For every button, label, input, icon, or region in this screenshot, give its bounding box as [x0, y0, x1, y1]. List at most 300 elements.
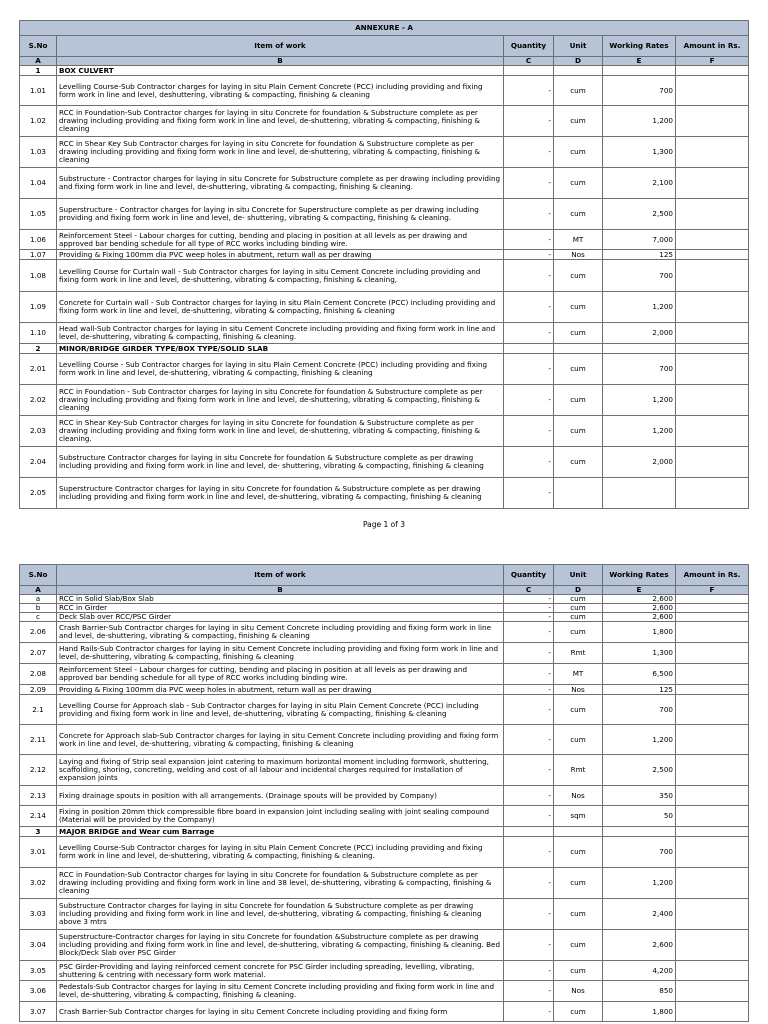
rate-cell: 125 — [603, 250, 676, 260]
sno-cell: 1.03 — [20, 137, 57, 168]
item-text: RCC in Shear Key Sub Contractor charges for laying in situ Concrete for foundation & Substructure complete as per drawing including providing and fixing form work in line and level, de-shuttering, vibrating & compacting, finishing & cleaning — [59, 140, 481, 164]
sno-cell: 3.05 — [20, 961, 57, 981]
qty-cell — [504, 827, 554, 837]
amount-cell — [676, 643, 749, 664]
column-letter-c: C — [504, 586, 554, 595]
qty-cell: - — [504, 230, 554, 250]
unit-cell: cum — [554, 961, 603, 981]
item-text: RCC in Foundation-Sub Contractor charges for laying in situ Concrete for foundation & Substructure complete as per drawing including providing and fixing form work in line and 38 level, de-shuttering, vibrating & compacting, finishing & cleaning — [59, 871, 492, 895]
sno-cell: 1.07 — [20, 250, 57, 260]
table-row — [20, 1002, 749, 1022]
item-cell — [57, 137, 504, 168]
rate-cell: 2,500 — [603, 199, 676, 230]
qty-cell — [504, 66, 554, 76]
item-cell — [57, 868, 504, 899]
item-text: PSC Girder-Providing and laying reinforced cement concrete for PSC Girder including spreading, levelling, vibrating, shuttering & centring with necessary form work material. — [59, 962, 475, 979]
qty-cell: - — [504, 354, 554, 385]
item-cell — [57, 260, 504, 292]
column-letter-f: F — [676, 57, 749, 66]
table-row — [20, 755, 749, 786]
qty-cell: - — [504, 595, 554, 604]
qty-cell: - — [504, 478, 554, 509]
table-row — [20, 604, 749, 613]
item-cell — [57, 786, 504, 806]
item-text: RCC in Foundation-Sub Contractor charges for laying in situ Concrete for foundation & Substructure complete as per drawing including providing and fixing form work in line and level, de-shuttering, vibrating & compacting, finishing & cleaning — [59, 109, 481, 133]
qty-cell: - — [504, 604, 554, 613]
sno-cell: 1.04 — [20, 168, 57, 199]
header-sno: S.No — [20, 565, 57, 586]
rate-cell: 1,300 — [603, 643, 676, 664]
qty-cell: - — [504, 755, 554, 786]
rate-cell: 125 — [603, 685, 676, 695]
table-row — [20, 899, 749, 930]
item-text: Providing & Fixing 100mm dia PVC weep holes in abutment, return wall as per drawing — [59, 250, 372, 259]
unit-cell: cum — [554, 260, 603, 292]
amount-cell — [676, 66, 749, 76]
sno-cell: 2.03 — [20, 416, 57, 447]
qty-cell: - — [504, 786, 554, 806]
rate-cell: 1,300 — [603, 137, 676, 168]
annexure-table-page-2 — [19, 564, 749, 1022]
table-row — [20, 595, 749, 604]
item-cell — [57, 250, 504, 260]
rate-cell: 1,200 — [603, 106, 676, 137]
table-row — [20, 137, 749, 168]
column-letter-d: D — [554, 57, 603, 66]
qty-cell: - — [504, 664, 554, 685]
item-cell — [57, 595, 504, 604]
item-cell — [57, 76, 504, 106]
sno-cell: 3.01 — [20, 837, 57, 868]
header-amount: Amount in Rs. — [676, 565, 749, 586]
amount-cell — [676, 323, 749, 344]
unit-cell: cum — [554, 725, 603, 755]
amount-cell — [676, 622, 749, 643]
item-text: Levelling Course for Approach slab - Sub Contractor charges for laying in situ Plain Cement Concrete (PCC) including providing and fixing form work in line and level, de-shuttering, vibrating & compacting, finishing & cleaning — [59, 701, 479, 718]
table-row — [20, 416, 749, 447]
qty-cell: - — [504, 868, 554, 899]
rate-cell: 50 — [603, 806, 676, 827]
item-text: Superstructure - Contractor charges for laying in situ Concrete for Superstructure complete as per drawing including providing and fixing form work in line and level, de- shuttering, vibrating & compacting, finishing & cleaning. — [59, 206, 479, 222]
section-number: 2 — [20, 344, 57, 354]
unit-cell: cum — [554, 354, 603, 385]
item-cell — [57, 981, 504, 1002]
amount-cell — [676, 930, 749, 961]
unit-cell: cum — [554, 76, 603, 106]
qty-cell: - — [504, 260, 554, 292]
qty-cell: - — [504, 643, 554, 664]
unit-cell: MT — [554, 230, 603, 250]
unit-cell: cum — [554, 622, 603, 643]
table-row — [20, 643, 749, 664]
unit-cell: cum — [554, 837, 603, 868]
item-text: Deck Slab over RCC/PSC Girder — [59, 613, 172, 621]
qty-cell: - — [504, 685, 554, 695]
qty-cell: - — [504, 137, 554, 168]
qty-cell: - — [504, 961, 554, 981]
item-cell — [57, 323, 504, 344]
rate-cell: 7,000 — [603, 230, 676, 250]
unit-cell: cum — [554, 199, 603, 230]
sno-cell: 1.09 — [20, 292, 57, 323]
rate-cell: 2,600 — [603, 595, 676, 604]
unit-cell: Nos — [554, 981, 603, 1002]
section-row — [20, 66, 749, 76]
amount-cell — [676, 868, 749, 899]
section-number: 1 — [20, 66, 57, 76]
column-letter-b: B — [57, 586, 504, 595]
amount-cell — [676, 685, 749, 695]
item-cell — [57, 755, 504, 786]
sno-cell: a — [20, 595, 57, 604]
item-text: Crash Barrier-Sub Contractor charges for laying in situ Cement Concrete including providing and fixing form — [59, 1007, 448, 1016]
unit-cell: cum — [554, 323, 603, 344]
item-text: Substructure Contractor charges for laying in situ Concrete for foundation & Substructure complete as per drawing including providing and fixing form work in line and level, de-shuttering, vibrating & compacting, finishing & cleaning above 3 mtrs — [59, 902, 482, 926]
sno-cell: 1.02 — [20, 106, 57, 137]
item-text: Concrete for Approach slab-Sub Contractor charges for laying in situ Cement Concrete including providing and fixing form work in line and level, de-shuttering, vibrating & compacting, finishing & cleaning — [59, 731, 499, 748]
rate-cell: 2,400 — [603, 899, 676, 930]
unit-cell: cum — [554, 292, 603, 323]
sno-cell: 2.02 — [20, 385, 57, 416]
rate-cell: 1,200 — [603, 292, 676, 323]
item-cell — [57, 695, 504, 725]
table-row — [20, 961, 749, 981]
table-row — [20, 806, 749, 827]
table-row — [20, 260, 749, 292]
qty-cell: - — [504, 250, 554, 260]
sno-cell: 2.07 — [20, 643, 57, 664]
rate-cell: 2,000 — [603, 323, 676, 344]
item-text: Reinforcement Steel - Labour charges for cutting, bending and placing in position at all levels as per drawing and approved bar bending schedule for all type of RCC works including binding wire. — [59, 666, 468, 682]
unit-cell: cum — [554, 899, 603, 930]
qty-cell: - — [504, 292, 554, 323]
unit-cell: Rmt — [554, 755, 603, 786]
rate-cell: 1,200 — [603, 725, 676, 755]
amount-cell — [676, 613, 749, 622]
column-letter-e: E — [603, 586, 676, 595]
unit-cell: cum — [554, 595, 603, 604]
table-row — [20, 199, 749, 230]
item-cell — [57, 292, 504, 323]
item-text: Hand Rails-Sub Contractor charges for laying in situ Cement Concrete including providing and fixing form work in line and level, de-shuttering, vibrating & compacting, finishing & cleaning — [59, 645, 499, 661]
item-cell — [57, 837, 504, 868]
table-row — [20, 685, 749, 695]
sno-cell: 2.01 — [20, 354, 57, 385]
rate-cell: 2,500 — [603, 755, 676, 786]
amount-cell — [676, 137, 749, 168]
qty-cell: - — [504, 930, 554, 961]
column-letter-a: A — [20, 57, 57, 66]
item-cell — [57, 961, 504, 981]
header-quantity: Quantity — [504, 36, 554, 57]
unit-cell: cum — [554, 168, 603, 199]
sno-cell: 2.11 — [20, 725, 57, 755]
unit-cell: cum — [554, 106, 603, 137]
section-number: 3 — [20, 827, 57, 837]
unit-cell: cum — [554, 613, 603, 622]
item-cell — [57, 806, 504, 827]
sno-cell: 2.12 — [20, 755, 57, 786]
item-cell — [57, 899, 504, 930]
rate-cell — [603, 478, 676, 509]
amount-cell — [676, 695, 749, 725]
amount-cell — [676, 250, 749, 260]
sno-cell: 3.06 — [20, 981, 57, 1002]
item-text: Levelling Course-Sub Contractor charges for laying in situ Plain Cement Concrete (PCC) including providing and fixing form work in line and level, deshuttering, vibrating & compacting, finishing & cleaning — [59, 82, 483, 99]
amount-cell — [676, 354, 749, 385]
amount-cell — [676, 344, 749, 354]
item-cell — [57, 604, 504, 613]
item-text: Pedestals-Sub Contractor charges for laying in situ Cement Concrete including providing and fixing form work in line and level, de-shuttering, vibrating & compacting, finishing & cleaning. — [59, 983, 495, 999]
qty-cell: - — [504, 613, 554, 622]
header-working-rates: Working Rates — [603, 565, 676, 586]
rate-cell: 700 — [603, 695, 676, 725]
table-row — [20, 981, 749, 1002]
sno-cell: b — [20, 604, 57, 613]
qty-cell: - — [504, 837, 554, 868]
table-row — [20, 868, 749, 899]
item-text: RCC in Shear Key-Sub Contractor charges for laying in situ Concrete for foundation & Substructure complete as per drawing including providing and fixing form work in line and level, de-shuttering, vibrating & compacting, finishing & cleaning. — [59, 419, 481, 443]
rate-cell: 1,800 — [603, 622, 676, 643]
sno-cell: 2.09 — [20, 685, 57, 695]
unit-cell: sqm — [554, 806, 603, 827]
item-cell — [57, 725, 504, 755]
item-text: Levelling Course for Curtain wall - Sub Contractor charges for laying in situ Cement Concrete including providing and fixing form work in line and level, de-shuttering, vibrating & compacting, finishing & cleaning, — [59, 267, 481, 284]
header-amount: Amount in Rs. — [676, 36, 749, 57]
item-text: Laying and fixing of Strip seal expansion joint catering to maximum horizontal moment including formwork, shuttering, scaffolding, shoring, concreting, welding and cost of all labour and incidental charges required for installation of expansion joints — [59, 758, 489, 782]
rate-cell: 6,500 — [603, 664, 676, 685]
amount-cell — [676, 664, 749, 685]
amount-cell — [676, 292, 749, 323]
header-unit: Unit — [554, 565, 603, 586]
amount-cell — [676, 1002, 749, 1022]
amount-cell — [676, 755, 749, 786]
item-text: Head wall-Sub Contractor charges for laying in situ Cement Concrete including providing and fixing form work in line and level, de-shuttering, vibrating & compacting, finishing & cleaning. — [59, 325, 496, 341]
header-sno: S.No — [20, 36, 57, 57]
sno-cell: 2.08 — [20, 664, 57, 685]
item-text: Fixing in position 20mm thick compressible fibre board in expansion joint including sealing with joint sealing compound (Material will be provided by the Company) — [59, 808, 490, 824]
amount-cell — [676, 106, 749, 137]
rate-cell: 2,600 — [603, 604, 676, 613]
header-item: Item of work — [57, 36, 504, 57]
item-text: Providing & Fixing 100mm dia PVC weep holes in abutment, return wall as per drawing — [59, 685, 372, 694]
item-text: RCC in Foundation - Sub Contractor charges for laying in situ Concrete for foundation & Substructure complete as per drawing including providing and fixing form work in line and level, de-shuttering, vibrating & compacting, finishing & cleaning — [59, 388, 483, 412]
table-row — [20, 106, 749, 137]
rate-cell — [603, 827, 676, 837]
annexure-title: ANNEXURE - A — [20, 21, 749, 36]
sno-cell: 2.13 — [20, 786, 57, 806]
amount-cell — [676, 478, 749, 509]
table-row — [20, 230, 749, 250]
unit-cell: cum — [554, 1002, 603, 1022]
unit-cell: cum — [554, 447, 603, 478]
column-letter-f: F — [676, 586, 749, 595]
unit-cell: cum — [554, 868, 603, 899]
section-title: MAJOR BRIDGE and Wear cum Barrage — [57, 827, 504, 837]
rate-cell: 1,200 — [603, 868, 676, 899]
qty-cell: - — [504, 899, 554, 930]
rate-cell: 1,800 — [603, 1002, 676, 1022]
sno-cell: 2.06 — [20, 622, 57, 643]
amount-cell — [676, 447, 749, 478]
sno-cell: 1.08 — [20, 260, 57, 292]
column-letter-c: C — [504, 57, 554, 66]
qty-cell: - — [504, 447, 554, 478]
table-row — [20, 292, 749, 323]
qty-cell: - — [504, 725, 554, 755]
header-unit: Unit — [554, 36, 603, 57]
item-cell — [57, 106, 504, 137]
rate-cell: 1,200 — [603, 385, 676, 416]
item-cell — [57, 230, 504, 250]
sno-cell: 3.07 — [20, 1002, 57, 1022]
table-row — [20, 930, 749, 961]
sno-cell: 1.10 — [20, 323, 57, 344]
item-cell — [57, 447, 504, 478]
rate-cell: 2,600 — [603, 613, 676, 622]
amount-cell — [676, 416, 749, 447]
item-text: Reinforcement Steel - Labour charges for cutting, bending and placing in position at all levels as per drawing and approved bar bending schedule for all type of RCC works including binding wire. — [59, 231, 468, 248]
unit-cell: cum — [554, 695, 603, 725]
sno-cell: 2.1 — [20, 695, 57, 725]
sno-cell: 1.01 — [20, 76, 57, 106]
qty-cell — [504, 344, 554, 354]
amount-cell — [676, 260, 749, 292]
table-row — [20, 250, 749, 260]
sno-cell: 2.04 — [20, 447, 57, 478]
page-number: Page 1 of 3 — [362, 520, 406, 529]
column-letter-d: D — [554, 586, 603, 595]
unit-cell — [554, 478, 603, 509]
annexure-table-page-1 — [19, 20, 749, 509]
amount-cell — [676, 837, 749, 868]
sno-cell: 3.02 — [20, 868, 57, 899]
amount-cell — [676, 168, 749, 199]
item-cell — [57, 622, 504, 643]
item-cell — [57, 664, 504, 685]
rate-cell: 700 — [603, 837, 676, 868]
unit-cell: cum — [554, 137, 603, 168]
qty-cell: - — [504, 981, 554, 1002]
item-text: RCC in Solid Slab/Box Slab — [59, 595, 154, 603]
unit-cell — [554, 344, 603, 354]
sno-cell: 3.04 — [20, 930, 57, 961]
item-text: Levelling Course - Sub Contractor charges for laying in situ Plain Cement Concrete (PCC) including providing and fixing form work in line and level, de-shuttering, vibrating & compacting, finishing & cleaning — [59, 361, 488, 377]
item-cell — [57, 685, 504, 695]
qty-cell: - — [504, 168, 554, 199]
rate-cell: 2,000 — [603, 447, 676, 478]
rate-cell: 700 — [603, 354, 676, 385]
item-text: Substructure Contractor charges for laying in situ Concrete for foundation & Substructure complete as per drawing including providing and fixing form work in line and level, de- shuttering, vibrating & compacting, finishing & cleaning — [59, 454, 484, 470]
table-row — [20, 786, 749, 806]
table-row — [20, 447, 749, 478]
item-cell — [57, 930, 504, 961]
item-text: Levelling Course-Sub Contractor charges for laying in situ Plain Cement Concrete (PCC) including providing and fixing form work in line and level, de-shuttering, vibrating & compacting, finishing & cleaning. — [59, 844, 483, 860]
amount-cell — [676, 786, 749, 806]
item-cell — [57, 385, 504, 416]
item-cell — [57, 354, 504, 385]
amount-cell — [676, 604, 749, 613]
amount-cell — [676, 827, 749, 837]
column-letter-b: B — [57, 57, 504, 66]
rate-cell: 700 — [603, 260, 676, 292]
amount-cell — [676, 385, 749, 416]
qty-cell: - — [504, 806, 554, 827]
rate-cell: 2,600 — [603, 930, 676, 961]
item-cell — [57, 613, 504, 622]
rate-cell: 700 — [603, 76, 676, 106]
rate-cell: 350 — [603, 786, 676, 806]
section-title: BOX CULVERT — [57, 66, 504, 76]
rate-cell — [603, 344, 676, 354]
sno-cell: c — [20, 613, 57, 622]
column-letter-e: E — [603, 57, 676, 66]
unit-cell — [554, 827, 603, 837]
table-row — [20, 725, 749, 755]
amount-cell — [676, 199, 749, 230]
unit-cell: cum — [554, 416, 603, 447]
item-text: Crash Barrier-Sub Contractor charges for laying in situ Cement Concrete including providing and fixing form work in line and level, de-shuttering, vibrating & compacting, finishing & cleaning — [59, 624, 492, 640]
qty-cell: - — [504, 323, 554, 344]
table-row — [20, 622, 749, 643]
rate-cell: 850 — [603, 981, 676, 1002]
amount-cell — [676, 725, 749, 755]
qty-cell: - — [504, 695, 554, 725]
unit-cell: MT — [554, 664, 603, 685]
item-cell — [57, 199, 504, 230]
item-cell — [57, 478, 504, 509]
qty-cell: - — [504, 1002, 554, 1022]
table-row — [20, 76, 749, 106]
table-row — [20, 385, 749, 416]
unit-cell: Rmt — [554, 643, 603, 664]
item-cell — [57, 416, 504, 447]
unit-cell: Nos — [554, 250, 603, 260]
rate-cell: 2,100 — [603, 168, 676, 199]
table-row — [20, 664, 749, 685]
item-text: Substructure - Contractor charges for laying in situ Concrete for Substructure complete as per drawing including providing and fixing form work in line and level, de-shuttering, vibrating & compacting, finishing & cleaning. — [59, 175, 501, 191]
item-text: Concrete for Curtain wall - Sub Contractor charges for laying in situ Plain Cement Concrete (PCC) including providing and fixing form work in line and level, de-shuttering, vibrating & compacting, finishing & cleaning — [59, 299, 496, 315]
item-cell — [57, 1002, 504, 1022]
amount-cell — [676, 595, 749, 604]
sno-cell: 1.06 — [20, 230, 57, 250]
amount-cell — [676, 230, 749, 250]
table-row — [20, 478, 749, 509]
amount-cell — [676, 806, 749, 827]
unit-cell: cum — [554, 385, 603, 416]
table-row — [20, 837, 749, 868]
amount-cell — [676, 981, 749, 1002]
qty-cell: - — [504, 622, 554, 643]
table-row — [20, 323, 749, 344]
qty-cell: - — [504, 416, 554, 447]
unit-cell: Nos — [554, 685, 603, 695]
item-text: Superstructure Contractor charges for laying in situ Concrete for foundation & Substructure complete as per drawing including providing and fixing form work in line and level, de-shuttering, vibrating & compacting, finishing & cleaning — [59, 485, 482, 501]
header-quantity: Quantity — [504, 565, 554, 586]
item-cell — [57, 643, 504, 664]
header-item: Item of work — [57, 565, 504, 586]
unit-cell: cum — [554, 930, 603, 961]
unit-cell: cum — [554, 604, 603, 613]
header-working-rates: Working Rates — [603, 36, 676, 57]
qty-cell: - — [504, 199, 554, 230]
section-row — [20, 827, 749, 837]
rate-cell — [603, 66, 676, 76]
item-cell — [57, 168, 504, 199]
qty-cell: - — [504, 76, 554, 106]
item-text: Fixing drainage spouts in position with all arrangements. (Drainage spouts will be provided by Company) — [59, 791, 437, 800]
table-row — [20, 695, 749, 725]
